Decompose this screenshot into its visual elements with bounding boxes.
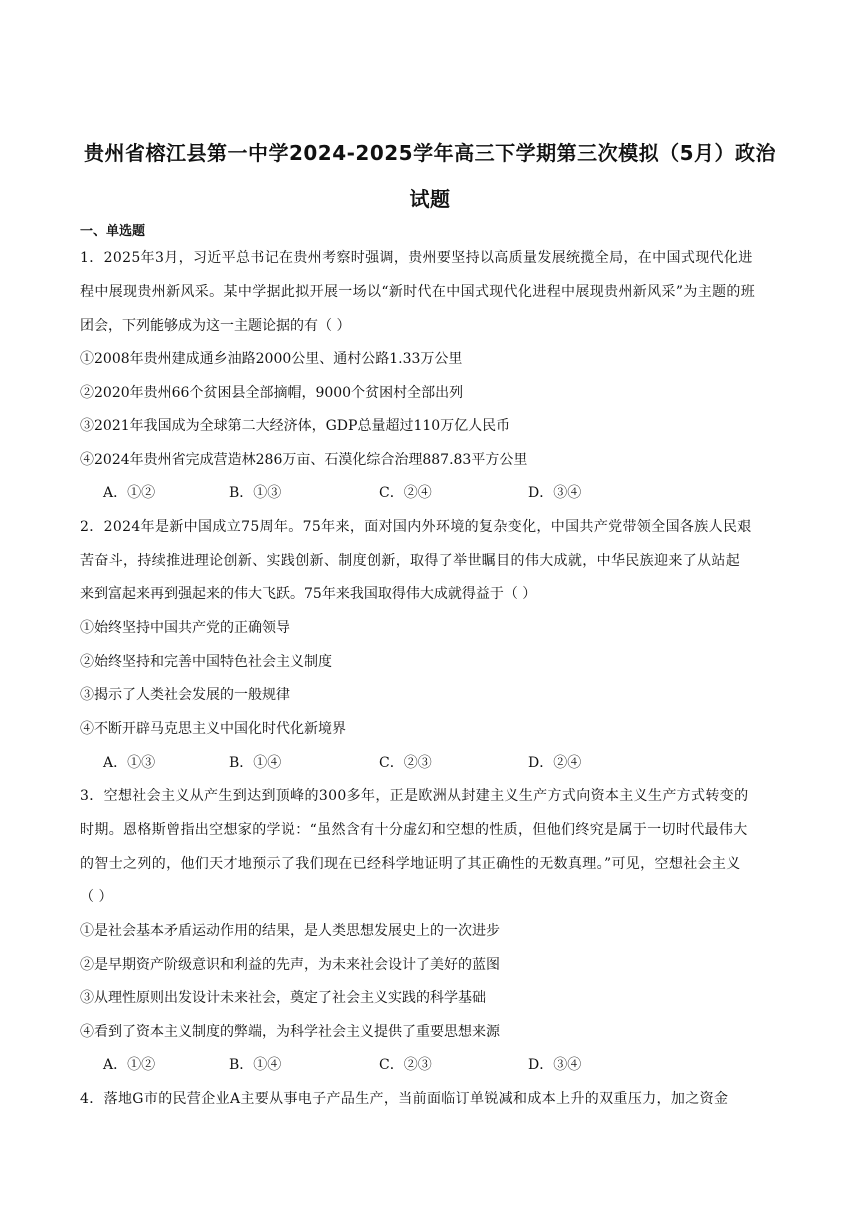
question-1-stem-line-2: 程中展现贵州新风采。某中学据此拟开展一场以“新时代在中国式现代化进程中展现贵州新风采”为主题的班 bbox=[80, 284, 756, 300]
question-3-item-3: ③从理性原则出发设计未来社会，奠定了社会主义实践的科学基础 bbox=[80, 990, 486, 1006]
question-3-stem-line-2: 时期。恩格斯曾指出空想家的学说：“虽然含有十分虚幻和空想的性质，但他们终究是属于一切时代最伟大 bbox=[80, 822, 748, 838]
question-2-item-4: ④不断开辟马克思主义中国化时代化新境界 bbox=[80, 721, 346, 737]
question-2-option-b: B．①④ bbox=[229, 755, 282, 771]
question-3-item-4: ④看到了资本主义制度的弊端，为科学社会主义提供了重要思想来源 bbox=[80, 1024, 500, 1040]
question-2-option-d: D．②④ bbox=[528, 755, 582, 771]
question-2-stem-line-2: 苦奋斗，持续推进理论创新、实践创新、制度创新，取得了举世瞩目的伟大成就，中华民族迎来了从站起 bbox=[80, 553, 741, 569]
question-1-option-c: C．②④ bbox=[379, 485, 432, 501]
question-1-option-a: A．①② bbox=[103, 485, 156, 501]
question-2-option-a: A．①③ bbox=[103, 755, 156, 771]
question-2-stem-line-3: 来到富起来再到强起来的伟大飞跃。75年来我国取得伟大成就得益于（ ） bbox=[80, 586, 537, 602]
question-1-option-d: D．③④ bbox=[528, 485, 582, 501]
question-3-item-2: ②是早期资产阶级意识和利益的先声，为未来社会设计了美好的蓝图 bbox=[80, 957, 500, 973]
question-2-stem-line-1: 2．2024年是新中国成立75周年。75年来，面对国内外环境的复杂变化，中国共产党带领全国各族人民艰 bbox=[80, 519, 752, 535]
question-3-stem-line-1: 3．空想社会主义从产生到达到顶峰的300多年，正是欧洲从封建主义生产方式向资本主义生产方式转变的 bbox=[80, 788, 749, 804]
question-3-stem-line-4: （ ） bbox=[80, 889, 113, 905]
question-2-item-3: ③揭示了人类社会发展的一般规律 bbox=[80, 687, 290, 703]
document-title-line-1: 贵州省榕江县第一中学2024-2025学年高三下学期第三次模拟（5月）政治 bbox=[83, 141, 777, 165]
question-4-stem-line-1: 4．落地G市的民营企业A主要从事电子产品生产，当前面临订单锐减和成本上升的双重压力，加之资金 bbox=[80, 1091, 729, 1107]
question-1-item-2: ②2020年贵州66个贫困县全部摘帽，9000个贫困村全部出列 bbox=[80, 385, 464, 401]
question-1-stem-line-1: 1．2025年3月，习近平总书记在贵州考察时强调，贵州要坚持以高质量发展统揽全局，在中国式现代化进 bbox=[80, 250, 753, 266]
document-title-line-2: 试题 bbox=[409, 187, 451, 211]
question-2-item-2: ②始终坚持和完善中国特色社会主义制度 bbox=[80, 654, 332, 670]
question-1-item-3: ③2021年我国成为全球第二大经济体，GDP总量超过110万亿人民币 bbox=[80, 418, 511, 434]
question-3-stem-line-3: 的智士之列的，他们天才地预示了我们现在已经科学地证明了其正确性的无数真理。”可见，空想社会主义 bbox=[80, 856, 741, 872]
question-2-option-c: C．②③ bbox=[379, 755, 432, 771]
question-3-option-c: C．②③ bbox=[379, 1057, 432, 1073]
question-3-item-1: ①是社会基本矛盾运动作用的结果，是人类思想发展史上的一次进步 bbox=[80, 923, 500, 939]
question-1-item-4: ④2024年贵州省完成营造林286万亩、石漠化综合治理887.83平方公里 bbox=[80, 452, 528, 468]
question-3-option-d: D．③④ bbox=[528, 1057, 582, 1073]
section-heading: 一、单选题 bbox=[80, 224, 146, 239]
question-1-item-1: ①2008年贵州建成通乡油路2000公里、通村公路1.33万公里 bbox=[80, 351, 463, 367]
question-2-item-1: ①始终坚持中国共产党的正确领导 bbox=[80, 620, 290, 636]
question-1-option-b: B．①③ bbox=[229, 485, 282, 501]
question-1-stem-line-3: 团会，下列能够成为这一主题论据的有（ ） bbox=[80, 318, 351, 334]
question-3-option-a: A．①② bbox=[103, 1057, 156, 1073]
question-3-option-b: B．①④ bbox=[229, 1057, 282, 1073]
